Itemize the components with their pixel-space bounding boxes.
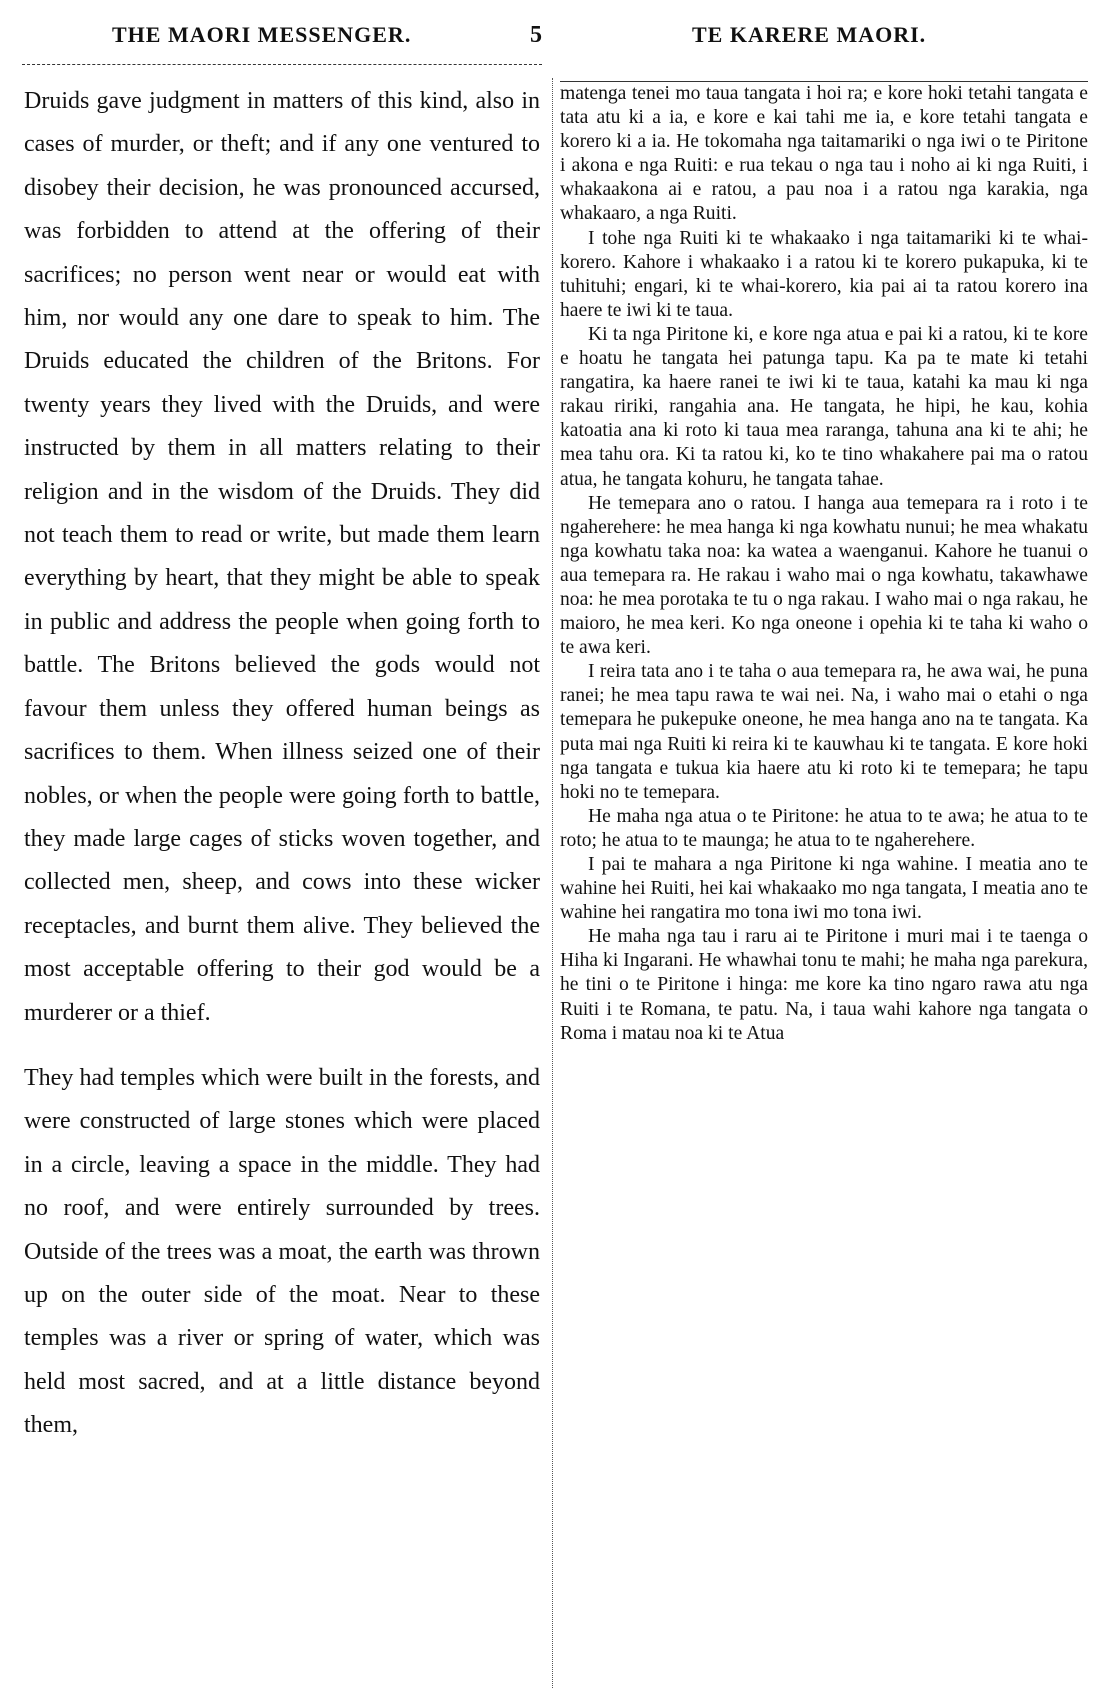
english-paragraph: Druids gave judgment in matters of this kind, also in cases of murder, or theft; and if any one ventured to disobey their decision, he was pronounced accursed, was forbidden to attend at the offering of their sacrifices; no person went near or would eat with him, nor would any one dare to speak to him. The Druids educated the children of the Britons. For twenty years they lived with the Druids, and were instructed by them in all matters relating to their religion and in the wisdom of the Druids. They did not teach them to read or write, but made them learn everything by heart, that they might be able to speak in public and address the people when going forth to battle. The Britons believed the gods would not favour them unless they offered human beings as sacrifices to them. When illness seized one of their nobles, or when the people were going forth to battle, they made large cages of sticks woven together, and collected men, sheep, and cows into these wicker receptacles, and burnt them alive. They believed the most acceptable offering to their god would be a murderer or a thief.	[24, 88, 540, 1026]
column-divider	[552, 78, 553, 1688]
masthead-english: THE MAORI MESSENGER.	[112, 22, 412, 47]
header-rule-left	[22, 64, 542, 65]
page-number: 5	[530, 22, 543, 48]
maori-paragraph: He maha nga atua o te Piritone: he atua to te awa; he atua to te roto; he atua to te maunga; he atua to te ngaherehere.	[560, 805, 1088, 851]
maori-paragraph: matenga tenei mo taua tangata i hoi ra; e kore hoki tetahi tangata e tata atu ki a ia, e kore e kai tahi me ia, e kore tetahi tangata e korero ki a ia. He tokomaha nga taitamariki o nga iwi o te Piritone i akona e nga Ruiti: e rua tekau o nga tau i noho ai ki nga Ruiti, i whakaakona ai e ratou, a pau noa i a ratou nga karakia, nga whakaaro, a nga Ruiti.	[560, 83, 1088, 225]
maori-paragraph: Ki ta nga Piritone ki, e kore nga atua e pai ki a ratou, ki te kore e hoatu he tangata hei patunga tapu. Ka pa te mate ki tetahi rangatira, ka haere ranei te iwi ki te taua, katahi ka mau ki nga rakau ririki, rangahia ana. He tangata, he hipi, he kau, kohia katoatia ana ki roto ki taua mea raranga, tahuna ana ki te ahi; he mea tahu ora. Ki ta ratou ki, ko te tino whakahere pai ma o ratou atua, he tangata kohuru, he tangata tahae.	[560, 323, 1088, 490]
english-paragraph: They had temples which were built in the forests, and were constructed of large stones which were placed in a circle, leaving a space in the middle. They had no roof, and were entirely surrounded by trees. Outside of the trees was a moat, the earth was thrown up on the outer side of the moat. Near to these temples was a river or spring of water, which was held most sacred, and at a little distance beyond them,	[24, 1064, 540, 1439]
maori-column	[560, 82, 1088, 1046]
masthead-maori: TE KARERE MAORI.	[692, 22, 927, 47]
maori-paragraph: He maha nga tau i raru ai te Piritone i muri mai i te taenga o Hiha ki Ingarani. He whawhai tonu te mahi; he maha nga parekura, he tini o te Piritone i hinga: me kore ka tino ngaro rawa atu nga Ruiti i te Romana, te patu. Na, i taua wahi kahore nga tangata o Roma i matau noa ki te Atua	[560, 926, 1088, 1044]
maori-paragraph: I tohe nga Ruiti ki te whakaako i nga taitamariki ki te whai-korero. Kahore i whakaako i a ratou ki te korero pukapuka, ki te tuhituhi; engari, ki te whai-korero, kia pai ai ta ratou korero ina haere te iwi ki te taua.	[560, 227, 1088, 321]
maori-paragraph: I reira tata ano i te taha o aua temepara ra, he awa wai, he puna ranei; he mea tapu rawa te wai nei. Na, i waho mai o etahi o nga temepara he pukepuke oneone, he mea hanga ano na te tangata. Ka puta mai nga Ruiti ki reira ki te kauwhau ki te tangata. E kore hoki nga tangata e tukua kia haere atu ki roto ki te temepara; he tapu hoki no te temepara.	[560, 661, 1088, 803]
english-column	[24, 80, 540, 1448]
page-header	[0, 22, 1114, 58]
maori-paragraph: I pai te mahara a nga Piritone ki nga wahine. I meatia ano te wahine hei Ruiti, hei kai whakaako mo nga tangata, I meatia ano te wahine hei rangatira mo tona iwi mo tona iwi.	[560, 854, 1088, 924]
maori-paragraph: He temepara ano o ratou. I hanga aua temepara ra i roto i te ngaherehere: he mea hanga ki nga kowhatu nunui; he mea whakatu nga kowhatu taka noa: ka watea a waenganui. Kahore he tuanui o aua temepara ra. He rakau i waho mai o nga kowhatu, takawhawe noa: he mea porotaka te tu o nga rakau. I waho mai o nga rakau, he maioro, he mea keri. Ko nga oneone i opehia ki te taha ki waho o te awa keri.	[560, 492, 1088, 659]
